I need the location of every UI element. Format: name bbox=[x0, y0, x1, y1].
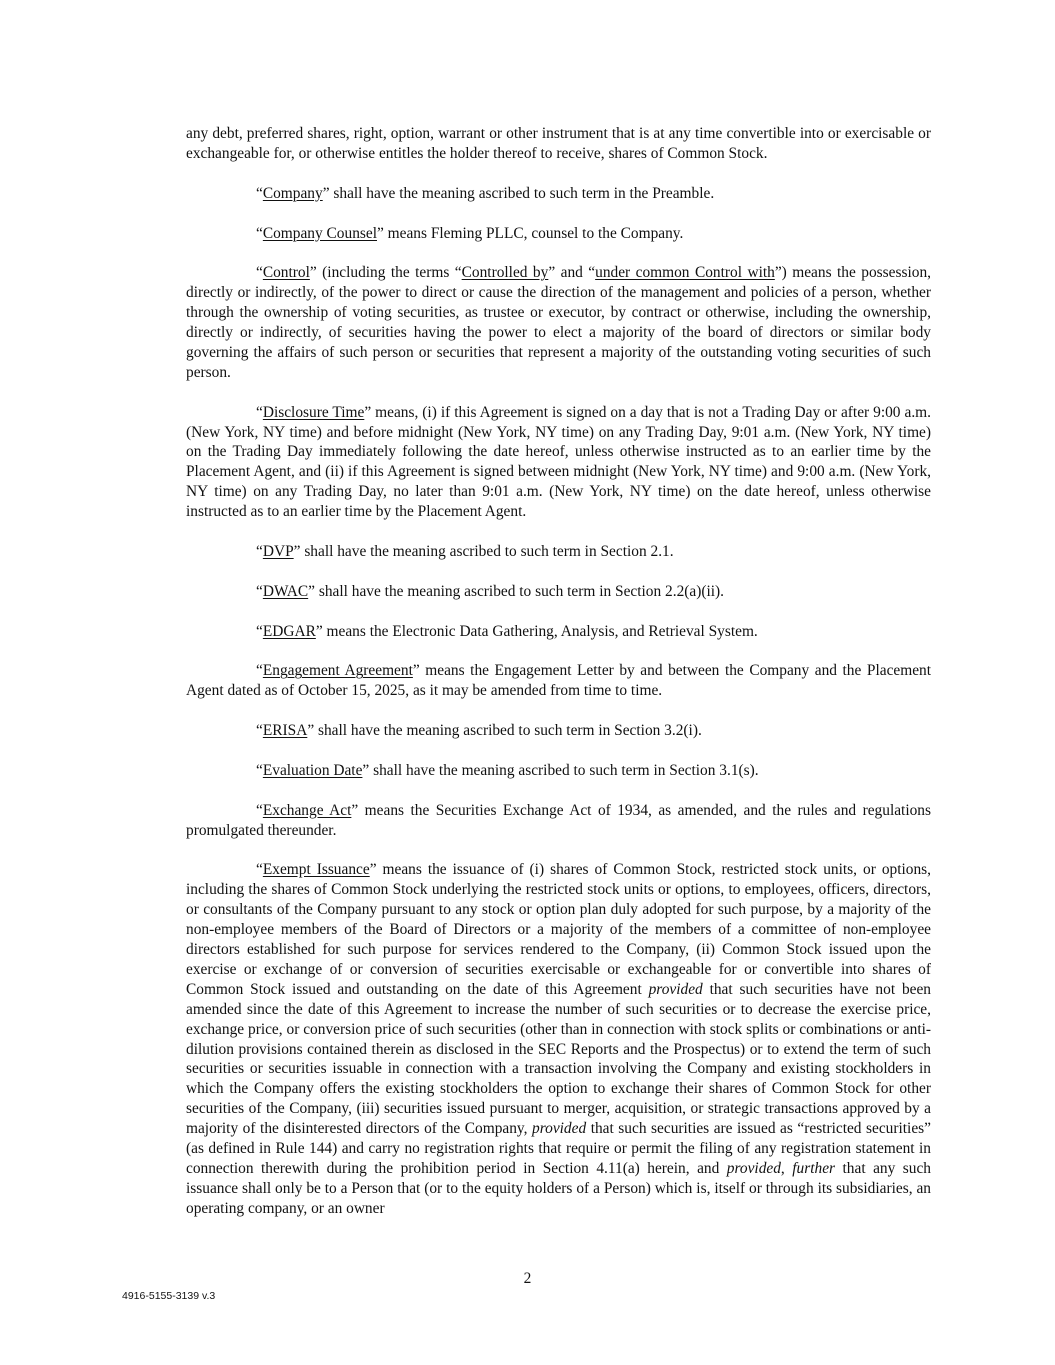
defined-term: DWAC bbox=[262, 582, 309, 600]
text-run: , bbox=[780, 1159, 793, 1177]
text-run: “ bbox=[256, 761, 263, 779]
text-run: “ bbox=[256, 722, 263, 740]
definition-edgar bbox=[186, 622, 931, 642]
definition-engagement-agreement bbox=[186, 661, 931, 701]
defined-term: Exchange Act bbox=[262, 801, 352, 819]
definition-exempt-issuance bbox=[186, 860, 931, 1218]
text-run: ” (including the terms “ bbox=[309, 264, 462, 282]
text-run: ” means the Securities Exchange Act of 1934, as amended, and the rules and regulations promulgated thereunder. bbox=[186, 801, 931, 839]
definition-company-counsel bbox=[186, 224, 931, 244]
definition-dwac bbox=[186, 582, 931, 602]
text-run: that such securities are issued as “restricted securities” (as defined in Rule 144) and carry no registration rights that require or permit the filing of any registration statement in connection therewith during the prohibition period in Section 4.11(a) herein, and bbox=[186, 1120, 931, 1177]
text-run: that any such issuance shall only be to a Person that (or to the equity holders of a Person) which is, itself or through its subsidiaries, an operating company, or an owner bbox=[186, 1159, 931, 1217]
defined-term: Control bbox=[262, 264, 310, 282]
text-run: “ bbox=[256, 184, 263, 202]
text-run: ” shall have the meaning ascribed to such term in the Preamble. bbox=[322, 184, 715, 202]
text-run: “ bbox=[256, 662, 263, 680]
text-run: ” shall have the meaning ascribed to such term in Section 3.2(i). bbox=[307, 722, 702, 740]
text-run: that such securities have not been amended since the date of this Agreement to increase the number of such securities or to decrease the exercise price, exchange price, or conversion price of such securities (other than in connection with stock splits or combinations or anti-dilution provisions contained therein as disclosed in the SEC Reports and the Prospectus) or to extend the term of such securities or securities issuable in connection with a transaction involving the Company and existing stockholders in which the Company offers the existing stockholders the option to exchange their shares of Common Stock for other securities of the Company, (iii) securities issued pursuant to merger, acquisition, or strategic transactions approved by a majority of the disinterested directors of the Company, bbox=[186, 980, 931, 1138]
text-run: ” means the Engagement Letter by and between the Company and the Placement Agent dated as of October 15, 2025, as it may be amended from time to time. bbox=[186, 662, 932, 700]
text-run: “ bbox=[256, 801, 263, 819]
text-run: ” shall have the meaning ascribed to such term in Section 3.1(s). bbox=[362, 761, 759, 779]
text-run: ” means, (i) if this Agreement is signed on a day that is not a Trading Day or after 9:00 a.m. (New York, NY time) and before midnight (New York, NY time) on any Trading Day, 9:01 a.m. (New York, NY time) on the Trading Day immediately following the date hereof, unless otherwise instructed as to an earlier time by the Placement Agent, and (ii) if this Agreement is signed between midnight (New York, NY time) and 9:00 a.m. (New York, NY time) on any Trading Day, no later than 9:01 a.m. (New York, NY time) on the date hereof, unless otherwise instructed as to an earlier time by the Placement Agent. bbox=[186, 403, 931, 521]
definition-control bbox=[186, 263, 931, 382]
italic-text: provided bbox=[648, 980, 703, 998]
text-run: “ bbox=[256, 264, 263, 282]
definition-dvp bbox=[186, 542, 931, 562]
text-run: ” and “ bbox=[548, 264, 596, 282]
defined-term: Engagement Agreement bbox=[262, 662, 413, 680]
text-run: “ bbox=[256, 622, 263, 640]
document-id: 4916-5155-3139 v.3 bbox=[122, 1290, 216, 1302]
italic-text: provided bbox=[532, 1120, 587, 1138]
text-run: ” means Fleming PLLC, counsel to the Company. bbox=[377, 224, 684, 242]
defined-term: under common Control with bbox=[595, 264, 775, 282]
paragraph-common-stock-equivalents-continued bbox=[186, 124, 931, 164]
definition-company bbox=[186, 184, 931, 204]
definition-disclosure-time bbox=[186, 403, 931, 522]
text-run: ” shall have the meaning ascribed to such term in Section 2.1. bbox=[293, 542, 674, 560]
defined-term: Controlled by bbox=[461, 264, 549, 282]
defined-term: Disclosure Time bbox=[262, 403, 365, 421]
text-run: “ bbox=[256, 861, 263, 879]
text-run: ” means the Electronic Data Gathering, Analysis, and Retrieval System. bbox=[315, 622, 758, 640]
defined-term: Exempt Issuance bbox=[262, 861, 370, 879]
defined-term: Company Counsel bbox=[262, 224, 377, 242]
text-run: “ bbox=[256, 582, 263, 600]
definition-erisa bbox=[186, 721, 931, 741]
definition-evaluation-date bbox=[186, 761, 931, 781]
defined-term: ERISA bbox=[262, 722, 308, 740]
text-run: “ bbox=[256, 403, 263, 421]
defined-term: Company bbox=[262, 184, 323, 202]
text-run: “ bbox=[256, 224, 263, 242]
text-run: ”) means the possession, directly or indirectly, of the power to direct or cause the direction of the management and policies of a person, whether through the ownership of voting securities, as trustee or executor, by contract or otherwise, including the ownership, directly or indirectly, of securities having the power to elect a majority of the board of directors or similar body governing the affairs of such person or securities that represent a majority of the outstanding voting securities of such person. bbox=[186, 264, 931, 381]
defined-term: DVP bbox=[262, 542, 294, 560]
text-run: any debt, preferred shares, right, option, warrant or other instrument that is at any time convertible into or exercisable or exchangeable for, or otherwise entitles the holder thereof to receive, shares of Common Stock. bbox=[186, 125, 931, 162]
page-number: 2 bbox=[523, 1270, 532, 1287]
text-run: “ bbox=[256, 542, 263, 560]
italic-text: provided bbox=[726, 1159, 781, 1177]
document-page bbox=[186, 124, 931, 1239]
defined-term: EDGAR bbox=[262, 622, 316, 640]
italic-text: further bbox=[792, 1159, 836, 1177]
text-run: ” shall have the meaning ascribed to such term in Section 2.2(a)(ii). bbox=[308, 582, 725, 600]
defined-term: Evaluation Date bbox=[262, 761, 363, 779]
text-run: ” means the issuance of (i) shares of Common Stock, restricted stock units, or options, including the shares of Common Stock underlying the restricted stock units or options, to employees, officers, directors, or consultants of the Company pursuant to any stock or option plan duly adopted for such purpose, by a majority of the non-employee members of the Board of Directors or a majority of the members of a committee of non-employee directors established for such purpose for services rendered to the Company, (ii) Common Stock issued upon the exercise or exchange of or conversion of securities exercisable or exchangeable for or convertible into shares of Common Stock issued and outstanding on the date of this Agreement bbox=[186, 861, 931, 998]
definition-exchange-act bbox=[186, 801, 931, 841]
